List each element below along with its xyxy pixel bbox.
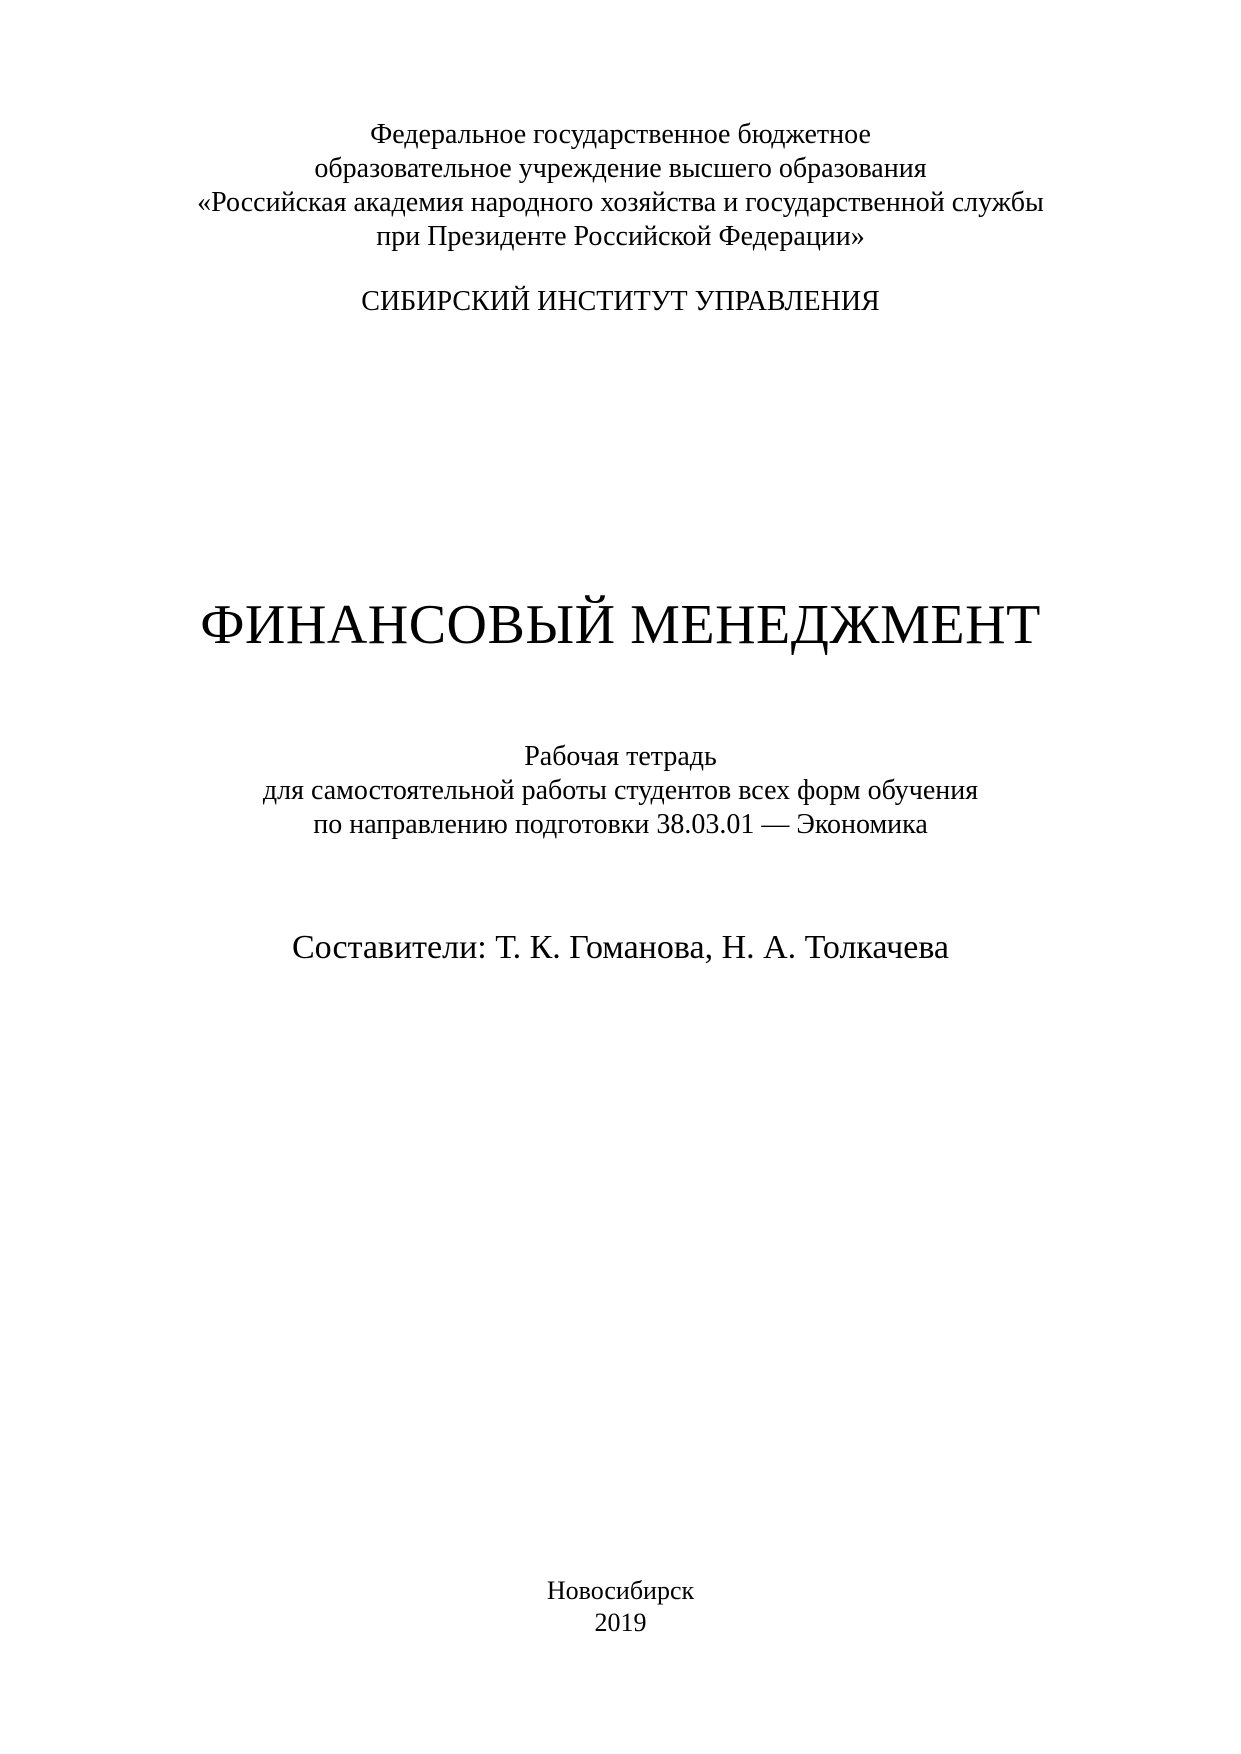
- organization-line-4: при Президенте Российской Федерации»: [376, 221, 865, 252]
- subtitle-line-2: для самостоятельной работы студентов всех форм обучения: [262, 775, 979, 806]
- imprint: [0, 1575, 1241, 1639]
- document-subtitle: [0, 740, 1241, 842]
- institute-name: СИБИРСКИЙ ИНСТИТУТ УПРАВЛЕНИЯ: [361, 286, 880, 317]
- imprint-city: Новосибирск: [546, 1576, 695, 1605]
- organization-line-1: Федеральное государственное бюджетное: [370, 119, 871, 150]
- document-title: ФИНАНСОВЫЙ МЕНЕДЖМЕНТ: [200, 594, 1041, 656]
- imprint-year: 2019: [594, 1608, 647, 1637]
- subtitle-line-1: Рабочая тетрадь: [524, 741, 717, 772]
- organization-name: [0, 118, 1241, 254]
- subtitle-line-3: по направлению подготовки 38.03.01 — Экономика: [313, 809, 928, 840]
- authors-line: Составители: Т. К. Гоманова, Н. А. Толкачева: [291, 929, 950, 966]
- organization-line-3: «Российская академия народного хозяйства и государственной службы: [197, 187, 1044, 218]
- organization-line-2: образовательное учреждение высшего образования: [314, 153, 927, 184]
